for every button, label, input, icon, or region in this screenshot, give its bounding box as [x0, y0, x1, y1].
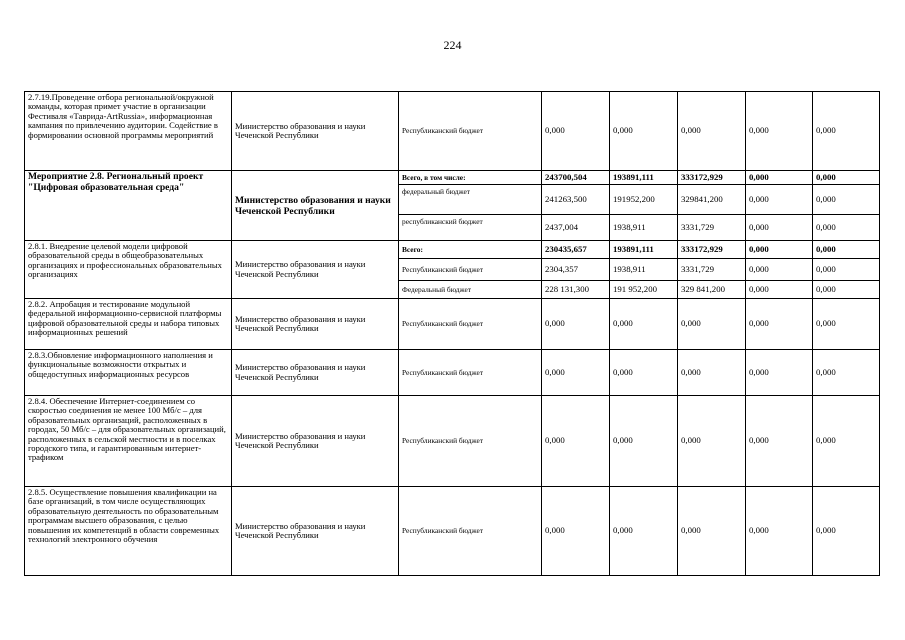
value-cell: 0,000: [813, 396, 880, 487]
funding-source-cell: Федеральный бюджет: [399, 281, 542, 299]
value-cell: 0,000: [746, 281, 813, 299]
value-cell: 1938,911: [610, 215, 678, 241]
value-cell: 0,000: [813, 299, 880, 350]
activity-cell: 2.8.2. Апробация и тестирование модульной федеральной информационно-сервисной платформы цифровой образовательной среды и набора типовых информационных решений: [25, 299, 232, 350]
value-cell: 0,000: [813, 241, 880, 259]
funding-source-cell: Республиканский бюджет: [399, 299, 542, 350]
value-cell: 333172,929: [678, 171, 746, 185]
value-cell: 0,000: [746, 259, 813, 281]
funding-source-cell: Республиканский бюджет: [399, 350, 542, 396]
funding-source-cell: Республиканский бюджет: [399, 92, 542, 171]
value-cell: 191 952,200: [610, 281, 678, 299]
value-cell: 191952,200: [610, 185, 678, 215]
organization-cell: Министерство образования и науки Чеченской Республики: [232, 92, 399, 171]
value-cell: 228 131,300: [542, 281, 610, 299]
activity-cell: 2.8.3.Обновление информационного наполнения и функциональные возможности открытых и общедоступных информационных ресурсов: [25, 350, 232, 396]
value-cell: 0,000: [746, 350, 813, 396]
value-cell: 0,000: [678, 92, 746, 171]
activity-cell: 2.8.5. Осуществление повышения квалификации на базе организаций, в том числе осуществляющих образовательную деятельность по образовательным программам высшего образования, с целью повышения их компетенций в области современных технологий электронного обучения: [25, 487, 232, 576]
table-row: [25, 171, 880, 185]
value-cell: 0,000: [678, 350, 746, 396]
table-row: [25, 299, 880, 350]
funding-source-cell: Республиканский бюджет: [399, 396, 542, 487]
table-row: [25, 487, 880, 576]
funding-source-cell: Республиканский бюджет: [399, 259, 542, 281]
funding-source-cell: федеральный бюджет: [399, 185, 542, 215]
funding-source-cell: Республиканский бюджет: [399, 487, 542, 576]
organization-cell: Министерство образования и науки Чеченской Республики: [232, 350, 399, 396]
value-cell: 3331,729: [678, 259, 746, 281]
value-cell: 0,000: [542, 396, 610, 487]
budget-table: [24, 91, 880, 576]
value-cell: 243700,504: [542, 171, 610, 185]
value-cell: 193891,111: [610, 241, 678, 259]
value-cell: 2437,004: [542, 215, 610, 241]
organization-cell: Министерство образования и науки Чеченской Республики: [232, 487, 399, 576]
value-cell: 0,000: [610, 487, 678, 576]
value-cell: 329 841,200: [678, 281, 746, 299]
table-row: [25, 350, 880, 396]
table-row: [25, 241, 880, 259]
value-cell: 0,000: [746, 92, 813, 171]
organization-cell: Министерство образования и науки Чеченской Республики: [232, 241, 399, 299]
value-cell: 3331,729: [678, 215, 746, 241]
value-cell: 230435,657: [542, 241, 610, 259]
value-cell: 0,000: [678, 396, 746, 487]
value-cell: 0,000: [542, 299, 610, 350]
table-row: [25, 396, 880, 487]
value-cell: 0,000: [746, 171, 813, 185]
value-cell: 0,000: [678, 299, 746, 350]
value-cell: 0,000: [813, 281, 880, 299]
value-cell: 0,000: [542, 487, 610, 576]
table-row: [25, 92, 880, 171]
value-cell: 0,000: [610, 350, 678, 396]
value-cell: 0,000: [813, 185, 880, 215]
value-cell: 0,000: [746, 487, 813, 576]
page-number: 224: [443, 38, 462, 52]
activity-cell: 2.7.19.Проведение отбора региональной/окружной команды, которая примет участие в организации Фестиваля «Таврида-ArtRussia», информационная кампания по привлечению аудитории. Содействие в формировании основной программы мероприятий: [25, 92, 232, 171]
value-cell: 2304,357: [542, 259, 610, 281]
value-cell: 329841,200: [678, 185, 746, 215]
value-cell: 241263,500: [542, 185, 610, 215]
value-cell: 0,000: [813, 487, 880, 576]
value-cell: 0,000: [678, 487, 746, 576]
activity-cell: 2.8.4. Обеспечение Интернет-соединением со скоростью соединения не менее 100 Мб/с – для образовательных организаций, расположенных в городах, 50 Мб/с – для образовательных организаций, расположенных в сельской местности и в поселках городского типа, и гарантированным интернет-трафиком: [25, 396, 232, 487]
funding-source-cell: Всего, в том числе:: [399, 171, 542, 185]
value-cell: 0,000: [610, 396, 678, 487]
value-cell: 0,000: [813, 259, 880, 281]
value-cell: 0,000: [610, 92, 678, 171]
funding-source-cell: республиканский бюджет: [399, 215, 542, 241]
value-cell: 1938,911: [610, 259, 678, 281]
value-cell: 0,000: [813, 215, 880, 241]
value-cell: 0,000: [813, 171, 880, 185]
value-cell: 0,000: [813, 92, 880, 171]
value-cell: 0,000: [746, 241, 813, 259]
organization-cell: Министерство образования и науки Чеченской Республики: [232, 396, 399, 487]
value-cell: 0,000: [746, 396, 813, 487]
value-cell: 0,000: [746, 215, 813, 241]
funding-source-cell: Всего:: [399, 241, 542, 259]
value-cell: 0,000: [813, 350, 880, 396]
value-cell: 0,000: [746, 185, 813, 215]
organization-cell: Министерство образования и науки Чеченской Республики: [232, 171, 399, 241]
value-cell: 0,000: [542, 350, 610, 396]
value-cell: 333172,929: [678, 241, 746, 259]
value-cell: 0,000: [746, 299, 813, 350]
value-cell: 0,000: [542, 92, 610, 171]
value-cell: 0,000: [610, 299, 678, 350]
value-cell: 193891,111: [610, 171, 678, 185]
organization-cell: Министерство образования и науки Чеченской Республики: [232, 299, 399, 350]
activity-cell: 2.8.1. Внедрение целевой модели цифровой образовательной среды в общеобразовательных организациях и профессиональных образовательных организациях: [25, 241, 232, 299]
activity-cell: Мероприятие 2.8. Региональный проект "Цифровая образовательная среда": [25, 171, 232, 241]
